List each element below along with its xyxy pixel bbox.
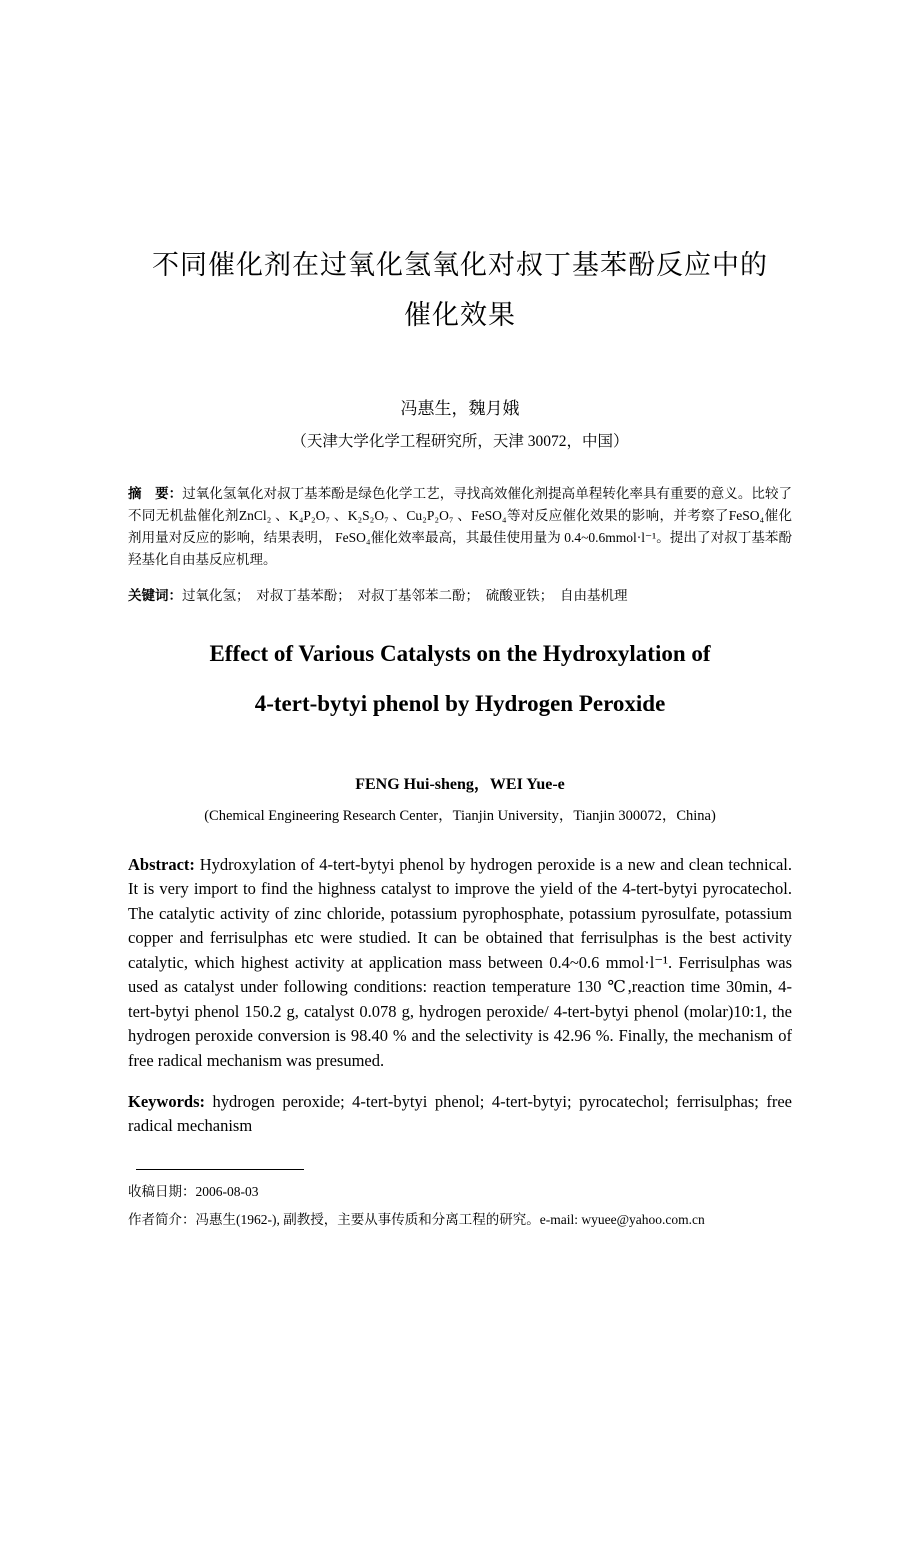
chinese-abstract-text: 过氧化氢氧化对叔丁基苯酚是绿色化学工艺，寻找高效催化剂提高单程转化率具有重要的意义。比较了不同无机盐催化剂ZnCl₂ 、K₄P₂O₇ 、K₂S₂O₇ 、Cu₂P₂O₇ 、FeSO₄等对反应催化效果的影响，并考察了FeSO₄催化剂用量对反应的影响，结果表明， FeSO₄催化效率最高，其最佳使用量为 0.4~0.6mmol·l⁻¹。提出了对叔丁基苯酚羟基化自由基反应机理。 (128, 486, 793, 567)
footnote-divider (136, 1169, 304, 1170)
chinese-title-line2: 催化效果 (404, 300, 516, 330)
document-page (0, 240, 920, 1542)
chinese-keywords-text: 过氧化氢； 对叔丁基苯酚； 对叔丁基邻苯二酚； 硫酸亚铁； 自由基机理 (182, 587, 628, 603)
received-date: 收稿日期：2006-08-03 (128, 1183, 259, 1199)
english-keywords (128, 1090, 792, 1139)
english-affiliation: (Chemical Engineering Research Center，Tianjin University，Tianjin 300072，China) (204, 807, 716, 824)
chinese-authors: 冯惠生，魏月娥 (400, 399, 520, 418)
chinese-keywords-label: 关键词： (128, 587, 182, 603)
footnote-block (128, 1178, 792, 1234)
author-bio: 作者简介：冯惠生(1962-), 副教授，主要从事传质和分离工程的研究。e-mail: wyuee@yahoo.com.cn (128, 1211, 705, 1227)
chinese-title (128, 240, 792, 340)
chinese-abstract-label: 摘 要： (128, 486, 183, 501)
chinese-title-line1: 不同催化剂在过氧化氢氧化对叔丁基苯酚反应中的 (152, 250, 768, 280)
english-authors: FENG Hui-sheng，WEI Yue-e (355, 775, 565, 793)
chinese-keywords (128, 585, 792, 607)
english-title-line2: 4-tert-bytyi phenol by Hydrogen Peroxide (254, 690, 666, 716)
english-abstract-label: Abstract: (128, 854, 195, 874)
english-title (128, 629, 792, 729)
english-keywords-text: hydrogen peroxide; 4-tert-bytyi phenol; 4-tert-bytyi; pyrocatechol; ferrisulphas; free radical mechanism (128, 1091, 792, 1135)
chinese-abstract (128, 483, 792, 571)
chinese-affiliation: （天津大学化学工程研究所，天津 30072，中国） (291, 433, 629, 450)
english-abstract-text: Hydroxylation of 4-tert-bytyi phenol by hydrogen peroxide is a new and clean technical. It is very import to find the highness catalyst to improve the yield of the 4-tert-bytyi pyrocatechol. The catalytic activity of zinc chloride, potassium pyrophosphate, potassium pyrosulfate, potassium copper and ferrisulphas etc were studied. It can be obtained that ferrisulphas is the best activity catalytic, which highest activity at application mass between 0.4~0.6 mmol·l⁻¹. Ferrisulphas was used as catalyst under following conditions: reaction temperature 130 ℃,reaction time 30min, 4-tert-bytyi phenol 150.2 g, catalyst 0.078 g, hydrogen peroxide/ 4-tert-bytyi phenol (molar)10:1, the hydrogen peroxide conversion is 98.40 % and the selectivity is 42.96 %. Finally, the mechanism of free radical mechanism was presumed. (128, 854, 792, 1070)
english-keywords-label: Keywords: (128, 1091, 205, 1111)
english-title-line1: Effect of Various Catalysts on the Hydroxylation of (209, 640, 711, 666)
english-abstract (128, 853, 792, 1074)
